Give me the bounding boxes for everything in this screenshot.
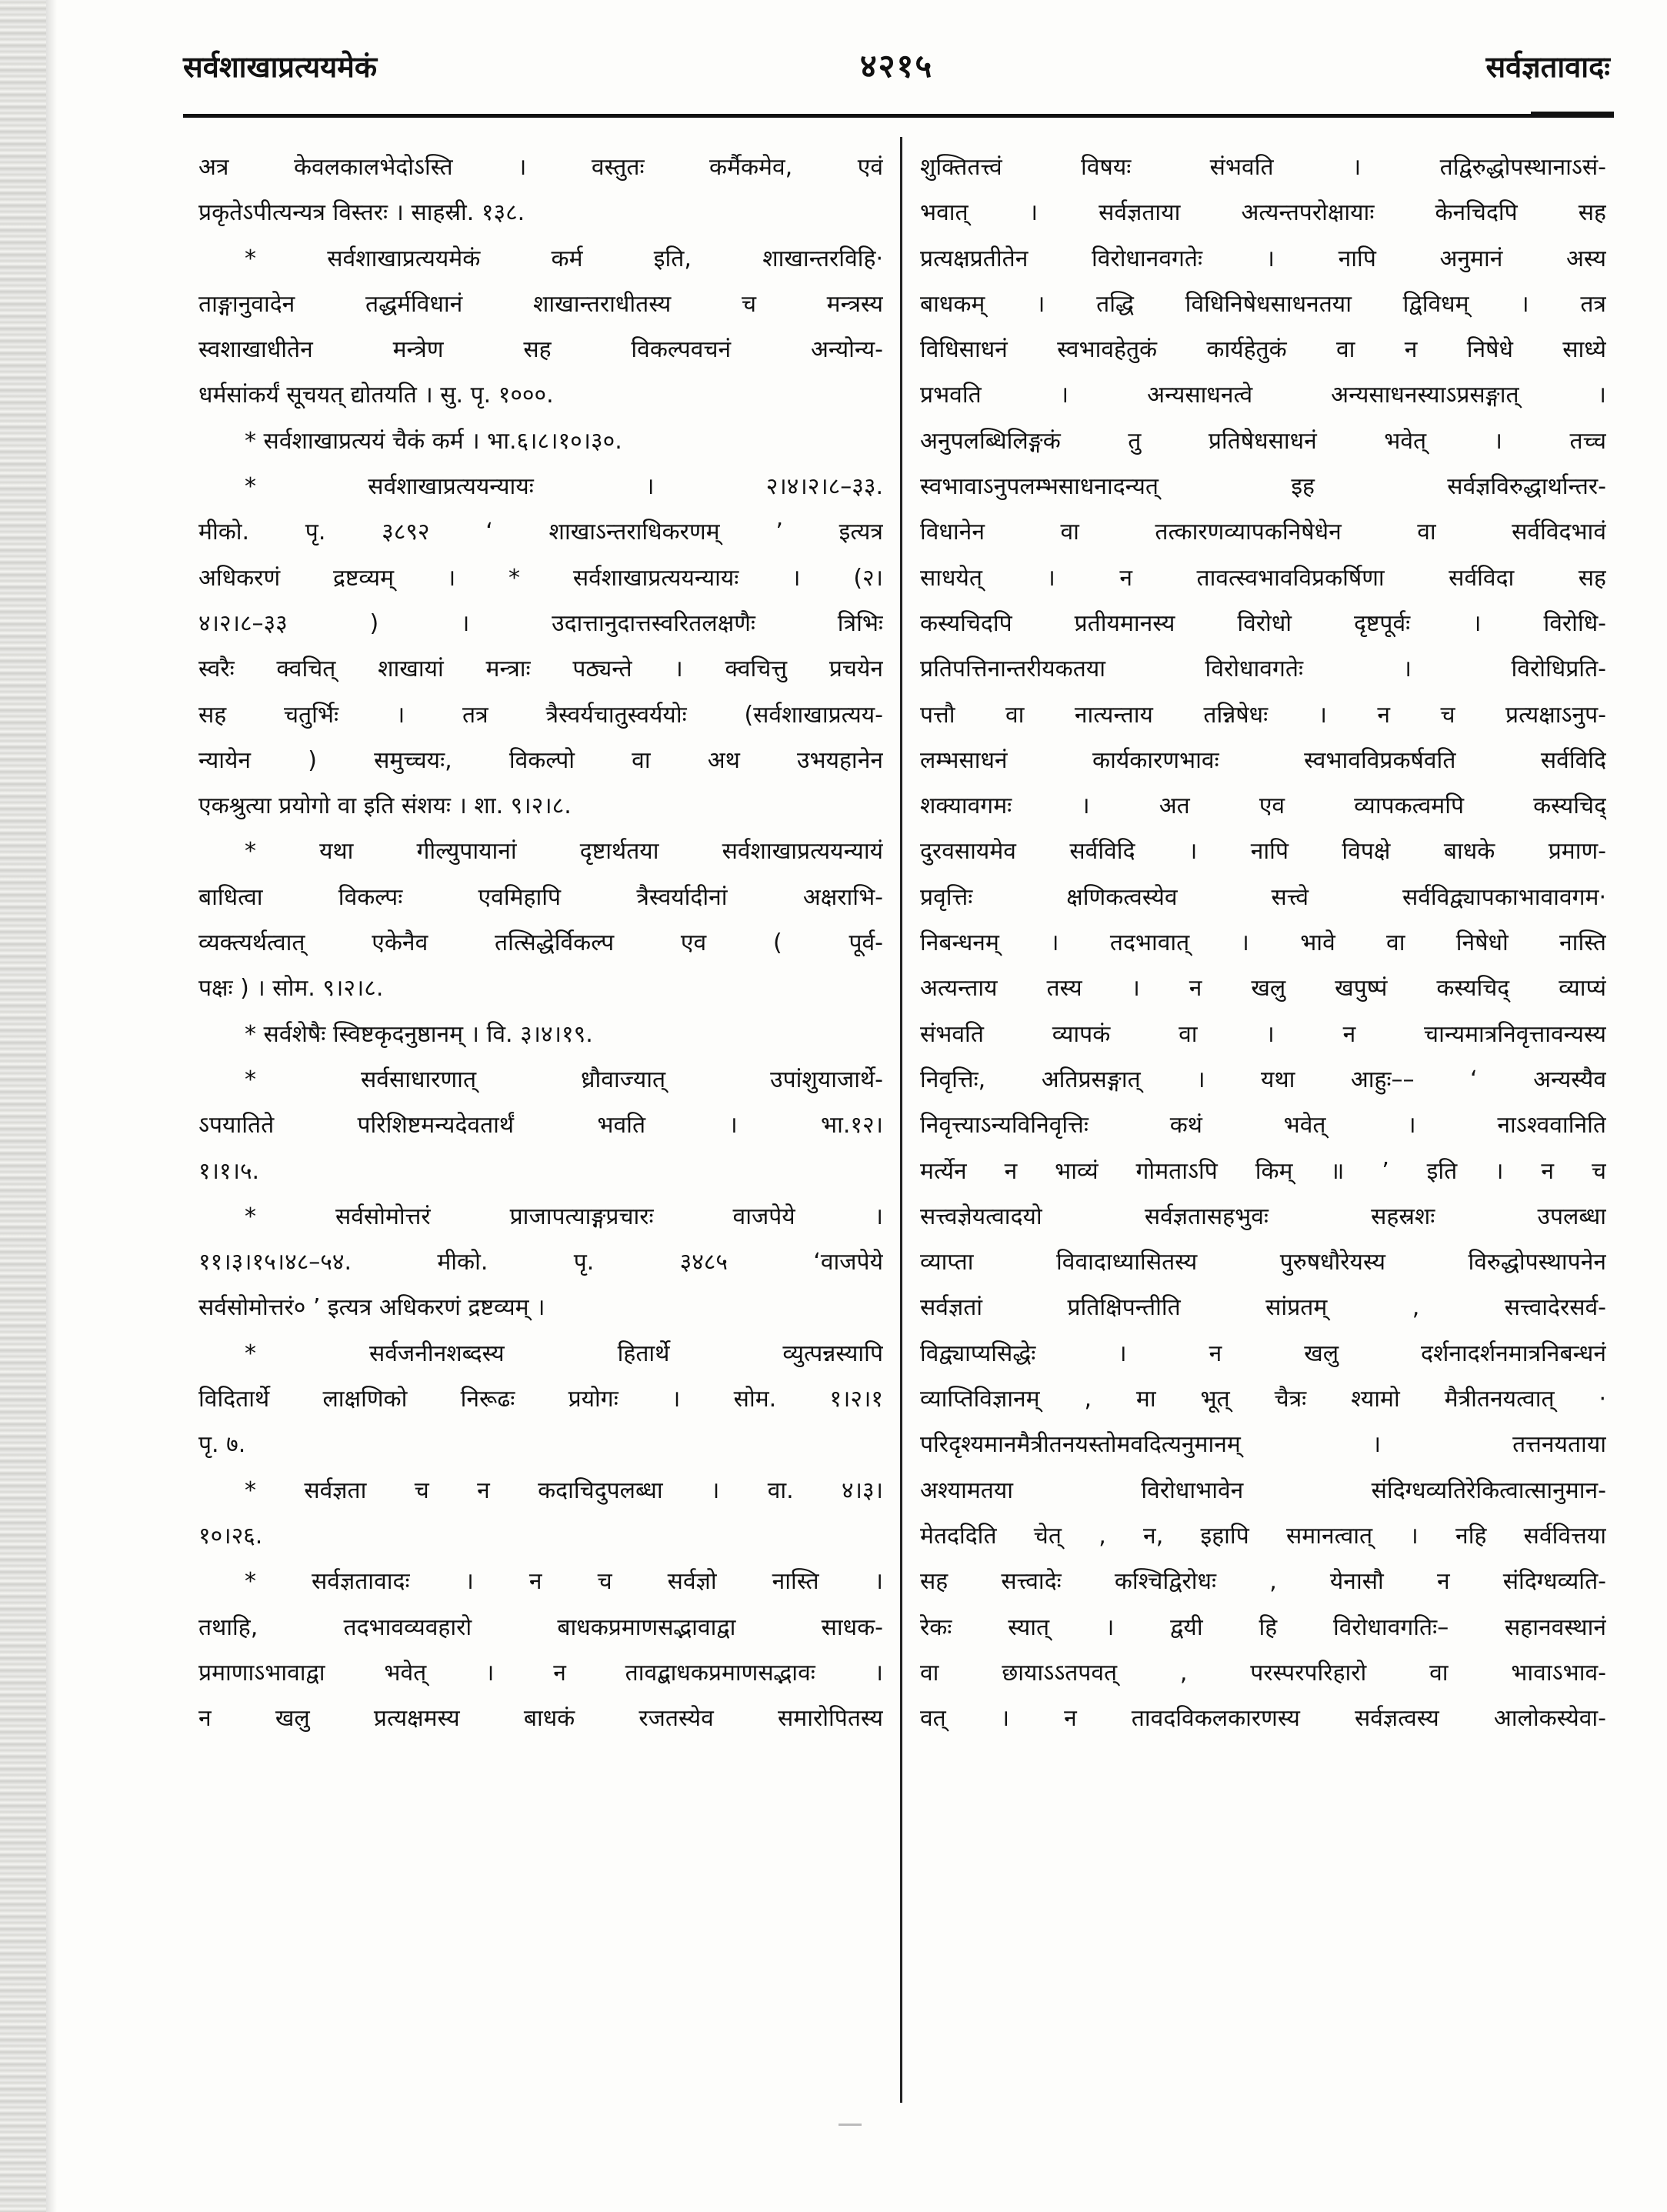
text-line: * सर्वशाखाप्रत्ययं चैकं कर्म । भा.६।८।१०।३०. [245, 427, 622, 455]
text-line: धर्मसांकर्यं सूचयत् द्योतयति । सु. पृ. १०००. [198, 382, 554, 409]
text-line: विदितार्थे लाक्षणिको निरूढः प्रयोगः । सोम. १।२।१ [198, 1386, 883, 1413]
text-line: * सर्वज्ञता च न कदाचिदुपलब्धा । वा. ४।३। [245, 1476, 883, 1504]
text-line: अत्र केवलकालभेदोऽस्ति । वस्तुतः कर्मैकमेव, एवं [198, 154, 883, 181]
text-line: निवृत्त्याऽन्यविनिवृत्तिः कथं भवेत् । नाऽश्ववानिति [920, 1112, 1606, 1139]
text-line: प्रवृत्तिः क्षणिकत्वस्येव सत्त्वे सर्वविद्व्यापकाभावावगम· [920, 883, 1606, 911]
scan-edge-shadow [0, 0, 46, 2212]
text-line: विधानेन वा तत्कारणव्यापकनिषेधेन वा सर्वविदभावं [920, 519, 1606, 546]
text-line: अनुपलब्धिलिङ्गकं तु प्रतिषेधसाधनं भवेत् । तच्च [920, 427, 1606, 455]
text-line: सत्त्वज्ञेयत्वादयो सर्वज्ञतासहभुवः सहस्रशः उपलब्धा [920, 1203, 1606, 1230]
text-line: * सर्वशेषैः स्विष्टकृदनुष्ठानम् । वि. ३।४।१९. [245, 1020, 593, 1048]
text-line: पत्तौ वा नात्यन्ताय तन्निषेधः । न च प्रत्यक्षाऽनुप- [920, 701, 1606, 729]
text-line: तथाहि, तदभावव्यवहारो बाधकप्रमाणसद्भावाद्वा साधक- [198, 1613, 883, 1641]
text-line: स्वशाखाधीतेन मन्त्रेण सह विकल्पवचनं अन्योन्य- [198, 336, 883, 364]
left-column [198, 145, 883, 2107]
text-line: मर्त्येन न भाव्यं गोमताऽपि किम् ॥ ’ इति । न च [920, 1157, 1606, 1185]
text-line: प्रत्यक्षप्रतीतेन विरोधानवगतेः । नापि अनुमानं अस्य [920, 245, 1606, 272]
text-line: अत्यन्ताय तस्य । न खलु खपुष्पं कस्यचिद् व्याप्यं [920, 975, 1606, 1003]
text-line: न खलु प्रत्यक्षमस्य बाधकं रजतस्येव समारोपितस्य [198, 1705, 883, 1733]
text-line: परिदृश्यमानमैत्रीतनयस्तोमवदित्यनुमानम् । तत्तनयताया [920, 1431, 1606, 1459]
text-line: साधयेत् । न तावत्स्वभावविप्रकर्षिणा सर्वविदा सह [920, 564, 1606, 592]
text-line: शुक्तितत्त्वं विषयः संभवति । तद्विरुद्धोपस्थानाऽसं- [920, 154, 1606, 181]
text-line: दुरवसायमेव सर्वविदि । नापि विपक्षे बाधके प्रमाण- [920, 838, 1606, 866]
text-line: शक्यावगमः । अत एव व्यापकत्वमपि कस्यचिद् [920, 792, 1606, 820]
text-line: विद्व्याप्यसिद्धेः । न खलु दर्शनादर्शनमात्रनिबन्धनं [920, 1340, 1606, 1367]
text-line: स्वभावाऽनुपलम्भसाधनादन्यत् इह सर्वज्ञविरुद्धार्थान्तर- [920, 473, 1606, 501]
text-line: स्वरैः क्वचित् शाखायां मन्त्राः पठ्यन्ते । क्वचित्तु प्रचयेन [198, 656, 883, 683]
text-line: बाधित्वा विकल्पः एवमिहापि त्रैस्वर्यादीनां अक्षराभि- [198, 883, 883, 911]
text-line: * सर्वशाखाप्रत्ययमेकं कर्म इति, शाखान्तरविहि· [245, 245, 883, 272]
text-line: पृ. ७. [198, 1431, 246, 1459]
text-line: १०।२६. [198, 1522, 263, 1550]
text-line: एकश्रुत्या प्रयोगो वा इति संशयः । शा. ९।२।८. [198, 792, 572, 820]
page-header [183, 32, 1610, 102]
text-line: * सर्वशाखाप्रत्ययन्यायः । २।४।२।८–३३. [245, 473, 883, 501]
text-line: सर्वसोमोत्तरं० ’ इत्यत्र अधिकरणं द्रष्टव्यम् । [198, 1294, 545, 1322]
text-line: व्याप्तिविज्ञानम् , मा भूत् चैत्रः श्यामो मैत्रीतनयत्वात् · [920, 1386, 1606, 1413]
text-line: अश्यामतया विरोधाभावेन संदिग्धव्यतिरेकित्वात्सानुमान- [920, 1476, 1606, 1504]
text-line: विधिसाधनं स्वभावहेतुकं कार्यहेतुकं वा न निषेधे साध्ये [920, 336, 1606, 364]
header-rule [183, 114, 1614, 118]
text-line: * सर्वसाधारणात् ध्रौवाज्यात् उपांशुयाजार्थे- [245, 1066, 883, 1093]
header-left-title: सर्वशाखाप्रत्ययमेकं [183, 50, 378, 84]
text-line: * यथा गील्युपायानां दृष्टार्थतया सर्वशाखाप्रत्ययन्यायं [245, 838, 883, 866]
page-number: ४२१५ [859, 47, 934, 85]
text-line: ११।३।१५।४८–५४. मीको. पृ. ३४८५ ‘वाजपेये [198, 1249, 883, 1276]
text-line: सह चतुर्भिः । तत्र त्रैस्वर्यचातुस्वर्ययोः (सर्वशाखाप्रत्यय- [198, 701, 883, 729]
text-line: * सर्वजनीनशब्दस्य हितार्थे व्युत्पन्नस्यापि [245, 1340, 883, 1367]
text-line: लम्भसाधनं कार्यकारणभावः स्वभावविप्रकर्षवति सर्वविदि [920, 746, 1606, 774]
text-line: प्रभवति । अन्यसाधनत्वे अन्यसाधनस्याऽप्रसङ्गात् । [920, 382, 1606, 409]
text-line: सर्वज्ञतां प्रतिक्षिपन्तीति सांप्रतम् , सत्त्वादेरसर्व- [920, 1294, 1606, 1322]
text-line: * सर्वसोमोत्तरं प्राजापत्याङ्गप्रचारः वाजपेये । [245, 1203, 883, 1230]
text-line: मेतददिति चेत् , न, इहापि समानत्वात् । नहि सर्ववित्तया [920, 1522, 1606, 1550]
text-line: वा छायाऽऽतपवत् , परस्परपरिहारो वा भावाऽभाव- [920, 1659, 1606, 1687]
text-line: प्रकृतेऽपीत्यन्यत्र विस्तरः । साहस्री. १३८. [198, 199, 525, 227]
text-line: प्रमाणाऽभावाद्वा भवेत् । न तावद्बाधकप्रमाणसद्भावः । [198, 1659, 883, 1687]
text-line: भवात् । सर्वज्ञताया अत्यन्तपरोक्षायाः केनचिदपि सह [920, 199, 1606, 227]
text-line: वत् । न तावदविकलकारणस्य सर्वज्ञत्वस्य आलोकस्येवा- [920, 1705, 1606, 1733]
text-line: अधिकरणं द्रष्टव्यम् । * सर्वशाखाप्रत्ययन्यायः । (२। [198, 564, 883, 592]
text-line: १।१।५. [198, 1157, 260, 1185]
header-rule-tail [1531, 112, 1614, 118]
text-line: ताङ्गानुवादेन तद्धर्मविधानं शाखान्तराधीतस्य च मन्त्रस्य [198, 290, 883, 318]
text-line: संभवति व्यापकं वा । न चान्यमात्रनिवृत्तावन्यस्य [920, 1020, 1606, 1048]
text-line: व्यक्त्यर्थत्वात् एकेनैव तत्सिद्धेर्विकल्प एव ( पूर्व- [198, 929, 883, 957]
text-line: न्यायेन ) समुच्चयः, विकल्पो वा अथ उभयहानेन [198, 746, 883, 774]
header-right-title: सर्वज्ञतावादः [1485, 50, 1610, 84]
text-line: निबन्धनम् । तदभावात् । भावे वा निषेधो नास्ति [920, 929, 1606, 957]
text-line: व्याप्ता विवादाध्यासितस्य पुरुषधौरेयस्य विरुद्धोपस्थापनेन [920, 1249, 1606, 1276]
text-line: कस्यचिदपि प्रतीयमानस्य विरोधो दृष्टपूर्वः । विरोधि- [920, 609, 1606, 637]
text-line: ४।२।८–३३ ) । उदात्तानुदात्तस्वरितलक्षणैः त्रिभिः [198, 609, 883, 637]
right-column [920, 145, 1606, 2107]
text-line: पक्षः ) । सोम. ९।२।८. [198, 975, 384, 1003]
text-line: रेकः स्यात् । द्वयी हि विरोधावगतिः– सहानवस्थानं [920, 1613, 1606, 1641]
text-line: मीको. पृ. ३८९२ ‘ शाखाऽन्तराधिकरणम् ’ इत्यत्र [198, 519, 883, 546]
text-line: बाधकम् । तद्धि विधिनिषेधसाधनतया द्विविधम् । तत्र [920, 290, 1606, 318]
text-line: * सर्वज्ञतावादः । न च सर्वज्ञो नास्ति । [245, 1568, 883, 1596]
text-line: सह सत्त्वादेः कश्चिद्विरोधः , येनासौ न संदिग्धव्यति- [920, 1568, 1606, 1596]
text-line: ऽपयातिते परिशिष्टमन्यदेवतार्थं भवति । भा.१२। [198, 1112, 883, 1139]
text-line: निवृत्तिः, अतिप्रसङ्गात् । यथा आहुः–– ‘ अन्यस्यैव [920, 1066, 1606, 1093]
text-line: प्रतिपत्तिनान्तरीयकतया विरोधावगतेः । विरोधिप्रति- [920, 656, 1606, 683]
column-divider [900, 137, 902, 2103]
bottom-mark [839, 2124, 862, 2126]
